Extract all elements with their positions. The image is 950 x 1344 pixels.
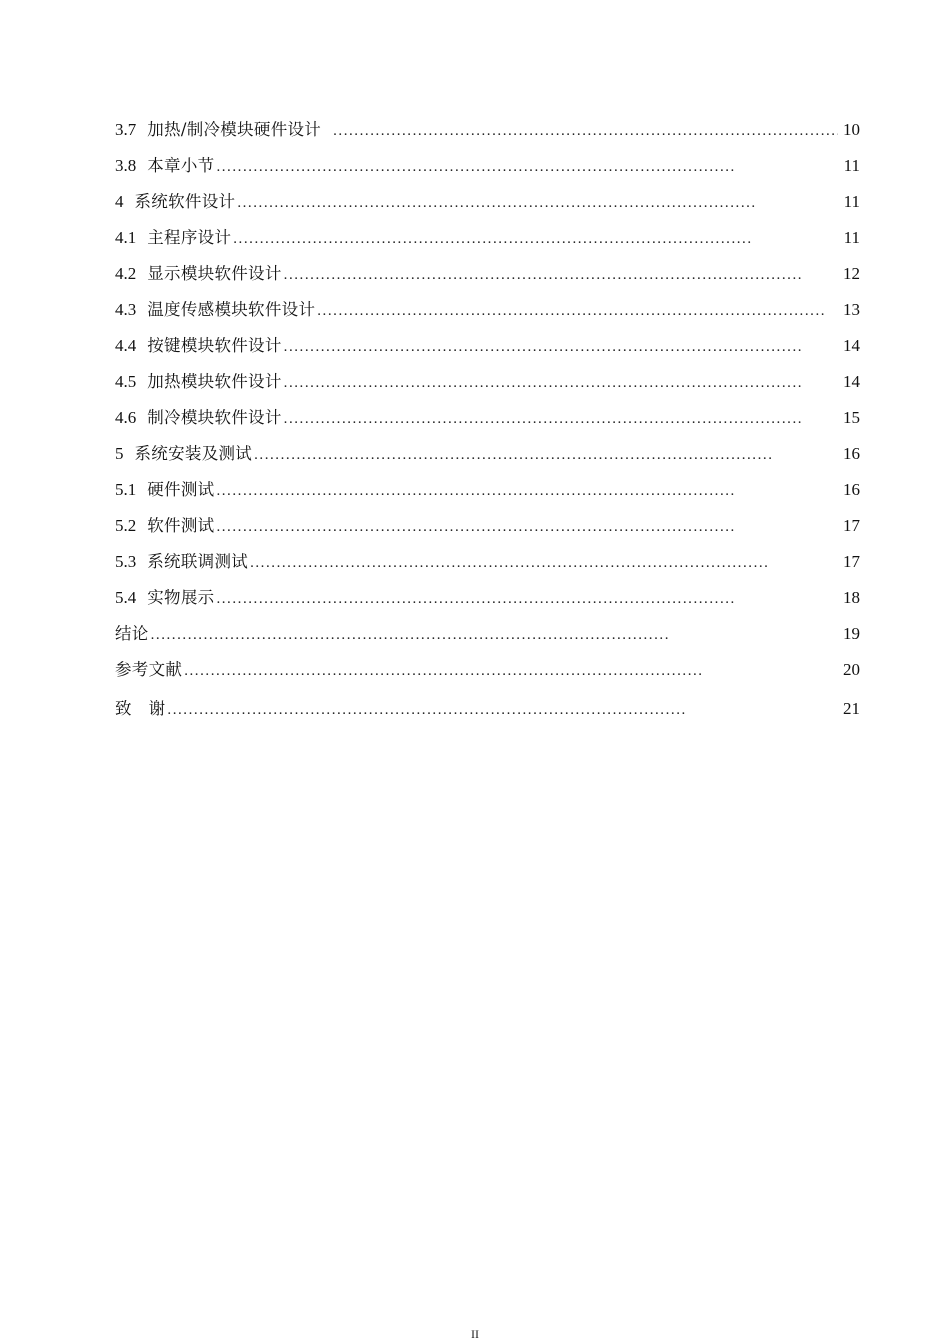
toc-entry-page: 19 [843,624,860,643]
toc-dot-leader [284,263,826,287]
toc-entry[interactable] [115,697,860,733]
toc-dot-leader [216,515,826,539]
toc-entry[interactable] [115,154,860,190]
toc-dot-leader [237,191,826,215]
toc-entry-number: 4.5 [115,372,137,391]
toc-entry-title: 本章小节 [147,156,215,175]
toc-entry-page: 14 [843,336,860,355]
toc-entry-title: 软件测试 [147,516,215,535]
toc-dot-leader [233,227,826,251]
toc-entry-title: 致 谢 [115,699,166,718]
toc-entry[interactable] [115,118,860,154]
toc-entry-number: 4.3 [115,300,137,319]
toc-entry-title: 实物展示 [147,588,215,607]
toc-entry[interactable] [115,442,860,478]
toc-entry-title: 系统安装及测试 [134,444,253,463]
toc-dot-leader [317,299,826,323]
toc-entry-page: 10 [843,120,860,139]
toc-dot-leader [284,335,826,359]
toc-entry-page: 16 [843,444,860,463]
toc-entry-number: 4.2 [115,264,137,283]
toc-entry-title: 结论 [115,624,149,643]
table-of-contents [115,118,860,733]
toc-entry[interactable] [115,586,860,622]
toc-entry-number: 4.6 [115,408,137,427]
toc-entry-title: 按键模块软件设计 [147,336,282,355]
toc-dot-leader [216,587,826,611]
toc-entry-page: 13 [843,300,860,319]
toc-entry-page: 17 [843,552,860,571]
toc-entry-number: 5.1 [115,480,137,499]
toc-dot-leader [284,371,826,395]
toc-entry[interactable] [115,622,860,658]
toc-entry-title: 显示模块软件设计 [147,264,282,283]
toc-entry-number: 5.2 [115,516,137,535]
toc-entry-title: 主程序设计 [147,228,232,247]
toc-entry[interactable] [115,190,860,226]
toc-dot-leader [151,623,826,647]
toc-dot-leader [333,119,838,143]
page-number-footer: II [471,1327,479,1341]
toc-entry[interactable] [115,298,860,334]
toc-dot-leader [184,659,826,683]
toc-entry-page: 21 [843,699,860,718]
toc-entry-title: 制冷模块软件设计 [147,408,282,427]
toc-entry-title: 加热/制冷模块硬件设计 [147,120,322,139]
toc-entry[interactable] [115,478,860,514]
toc-entry-title: 温度传感模块软件设计 [147,300,316,319]
toc-dot-leader [250,551,826,575]
toc-entry-title: 系统联调测试 [147,552,249,571]
toc-entry-number: 5 [115,444,124,463]
toc-entry-page: 16 [843,480,860,499]
toc-entry-page: 12 [843,264,860,283]
toc-entry[interactable] [115,370,860,406]
toc-dot-leader [216,155,826,179]
toc-entry-number: 5.3 [115,552,137,571]
toc-entry-title: 系统软件设计 [134,192,236,211]
toc-entry-page: 11 [843,192,860,211]
toc-entry-title: 硬件测试 [147,480,215,499]
toc-entry-page: 15 [843,408,860,427]
toc-dot-leader [167,698,826,722]
toc-entry[interactable] [115,334,860,370]
toc-entry[interactable] [115,550,860,586]
toc-entry-number: 3.8 [115,156,137,175]
toc-entry-number: 3.7 [115,120,137,139]
toc-entry[interactable] [115,658,860,694]
toc-entry[interactable] [115,262,860,298]
toc-dot-leader [284,407,826,431]
toc-entry-page: 11 [843,156,860,175]
toc-entry-number: 5.4 [115,588,137,607]
toc-entry-page: 18 [843,588,860,607]
toc-entry-number: 4.1 [115,228,137,247]
toc-entry-page: 17 [843,516,860,535]
toc-entry-number: 4 [115,192,124,211]
toc-entry-page: 20 [843,660,860,679]
toc-entry-number: 4.4 [115,336,137,355]
toc-entry[interactable] [115,514,860,550]
toc-dot-leader [216,479,826,503]
toc-entry[interactable] [115,406,860,442]
toc-entry[interactable] [115,226,860,262]
toc-entry-page: 11 [843,228,860,247]
toc-entry-title: 加热模块软件设计 [147,372,282,391]
toc-entry-page: 14 [843,372,860,391]
toc-dot-leader [254,443,826,467]
toc-entry-title: 参考文献 [115,660,183,679]
